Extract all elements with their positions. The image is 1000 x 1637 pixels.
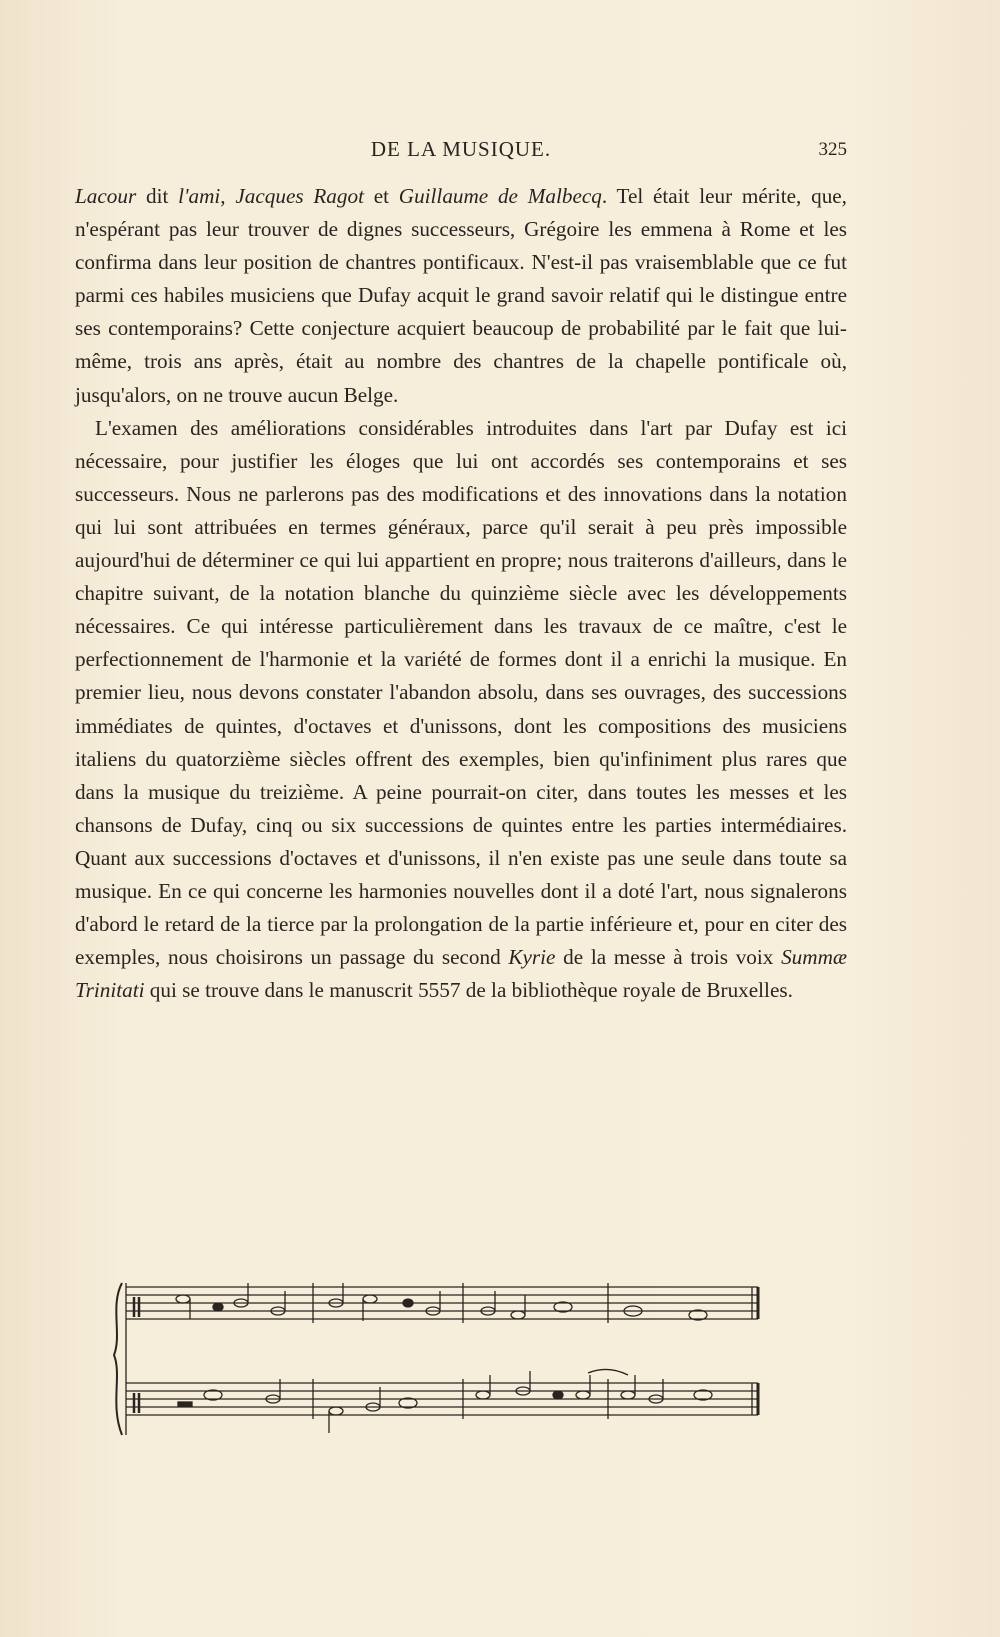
text-run: et <box>363 184 399 208</box>
running-header <box>75 137 847 167</box>
text-run: . Tel était leur mérite, que, n'espérant pas leur trouver de dignes successeurs, Grégoire les emmena à Rome et les confirma dans leur position de chantres pontificaux. N'est-il pas vraisemblable que ce fut parmi ces habiles musiciens que Dufay acquit le grand savoir relatif qui le distingue entre ses contemporains? Cette conjecture acquiert beaucoup de probabilité par le fait que lui-même, trois ans après, était au nombre des chantres de la chapelle pontificale où, jusqu'alors, on ne trouve aucun Belge. <box>75 184 847 407</box>
text-run: L'examen des améliorations considérables introduites dans l'art par Dufay est ici nécessaire, pour justifier les éloges que lui ont accordés ses contemporains et ses successeurs. Nous ne parlerons pas des modifications et des innovations dans la notation qui lui sont attribuées en termes généraux, parce qu'il serait à peu près impossible aujourd'hui de déterminer ce qui lui appartient en propre; nous traiterons d'ailleurs, dans le chapitre suivant, de la notation blanche du quinzième siècle avec les développements nécessaires. Ce qui intéresse particulièrement dans les travaux de ce maître, c'est le perfectionnement de l'harmonie et la variété de formes dont il a enrichi la musique. En premier lieu, nous devons constater l'abandon absolu, dans ses ouvrages, des successions immédiates de quintes, d'octaves et d'unissons, dont les compositions des musiciens italiens du quatorzième siècles offrent des exemples, bien qu'infiniment plus rares que dans la musique du treizième. A peine pourrait-on citer, dans toutes les messes et les chansons de Dufay, cinq ou six successions de quintes entre les parties intermédiaires. Quant aux successions d'octaves et d'unissons, il n'en existe pas une seule dans toute sa musique. En ce qui concerne les harmonies nouvelles dont il a doté l'art, nous signalerons d'abord le retard de la tierce par la prolongation de la partie inférieure et, pour en citer des exemples, nous choisirons un passage du second <box>75 415 847 970</box>
page-number: 325 <box>818 139 847 160</box>
italic-name: Guillaume de Malbecq <box>398 184 602 208</box>
italic-name: Lacour <box>75 184 137 208</box>
italic-title: Summæ Trinitati <box>75 945 847 1003</box>
body-text <box>75 180 847 1007</box>
italic-name: Jacques Ragot <box>235 184 364 208</box>
text-run: qui se trouve dans le manuscrit 5557 de la bibliothèque royale de Bruxelles. <box>144 978 793 1003</box>
lower-notes <box>178 1369 712 1433</box>
italic-title: Kyrie <box>508 945 556 970</box>
clef-icon <box>134 1297 139 1413</box>
paragraph-2 <box>75 412 847 1008</box>
running-title: DE LA MUSIQUE. <box>370 137 552 161</box>
music-example <box>108 1275 808 1445</box>
text-run: , <box>220 184 236 208</box>
upper-notes <box>176 1283 707 1321</box>
system-brace <box>114 1283 122 1435</box>
italic-name: l'ami <box>178 184 221 208</box>
paragraph-1 <box>75 180 847 412</box>
text-run: dit <box>136 184 179 208</box>
text-run: de la messe à trois voix <box>555 945 782 970</box>
